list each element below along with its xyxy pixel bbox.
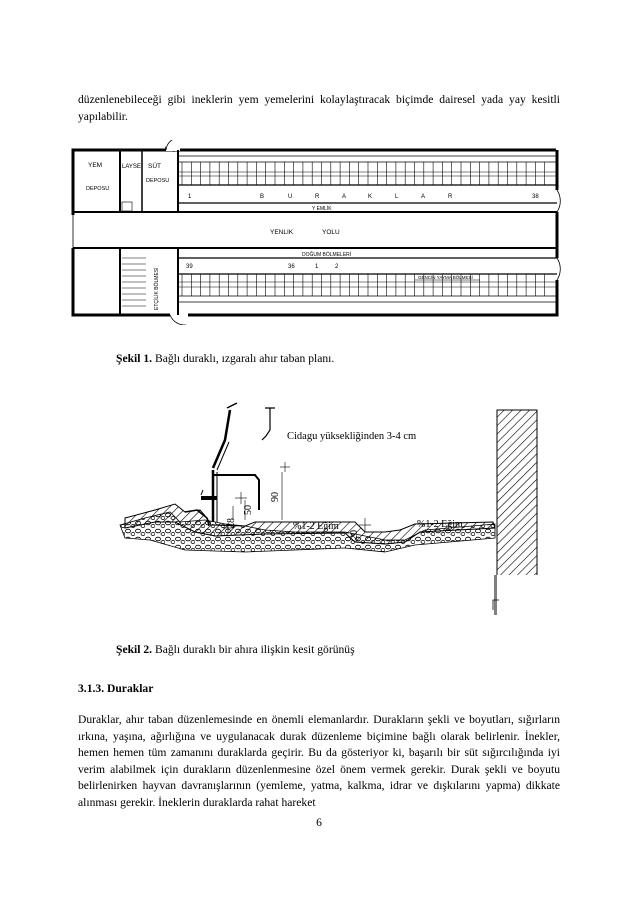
yemlik-yolu-label-a: YENLIK xyxy=(270,229,294,236)
dogum-bolmeleri-label: DOĞUM BÖLMELERİ xyxy=(302,252,352,258)
stall-top-u: U xyxy=(288,194,293,200)
stall-top-a: A xyxy=(342,194,347,200)
figure1-caption-label: Şekil 1. xyxy=(116,352,153,365)
intro-paragraph: düzenlenebileceği gibi ineklerin yem yemelerini kolaylaştıracak biçimde dairesel yada yay kesitli yapılabilir. xyxy=(78,93,560,123)
stall-top-b: B xyxy=(260,194,265,200)
room-lab-label: LAYSE xyxy=(122,164,141,170)
stall-bottom-36: 36 xyxy=(288,264,295,270)
figure2-caption-label: Şekil 2. xyxy=(116,643,153,656)
slope-left: %1-2 Eğim xyxy=(293,521,339,532)
stall-top-1: 1 xyxy=(188,194,192,200)
dim-90: 90 xyxy=(270,492,281,502)
figure1-floor-plan xyxy=(70,140,570,325)
figure2-caption xyxy=(116,643,355,656)
figure1-caption xyxy=(116,352,334,365)
room-sut-label: SÜT xyxy=(148,163,161,170)
page-number: 6 xyxy=(316,816,322,829)
stall-top-38: 38 xyxy=(532,194,539,200)
section-heading: 3.1.3. Duraklar xyxy=(78,682,154,695)
stall-bottom-39: 39 xyxy=(186,264,193,270)
slope-right: %1-2 Eğim xyxy=(417,519,463,530)
room-sut-deposu-label: DEPOSU xyxy=(146,178,170,184)
stall-bottom-2: 2 xyxy=(335,264,339,270)
annotation-top: Cidagu yüksekliğinden 3-4 cm xyxy=(287,431,417,442)
figure2-caption-text: Bağlı duraklı bir ahıra ilişkin kesit görünüş xyxy=(152,643,355,656)
yemlik-yolu-label-b: YOLU xyxy=(322,229,340,236)
figure2-section xyxy=(115,400,555,615)
stall-bottom-1: 1 xyxy=(315,264,319,270)
stall-top-k: K xyxy=(368,194,373,200)
stall-top-l: L xyxy=(395,194,399,200)
figure1-caption-text: Bağlı duraklı, ızgaralı ahır taban planı. xyxy=(152,352,335,365)
dim-20: 20 xyxy=(349,530,360,540)
gencin-label: GENCİN YAYMA BÖLMESİ xyxy=(418,275,473,280)
stall-top-a2: A xyxy=(421,194,426,200)
dim-28: 28 xyxy=(226,518,237,528)
body-paragraph: Duraklar, ahır taban düzenlemesinde en önemli elemanlardır. Durakların şekli ve boyutları, sığırların ırkına, yaşına, ağırlığına ve uygulanacak durak düzenleme biçimine bağlı olarak belirlenir. İnekler, hemen hemen tüm zamanını duraklarda geçirir. Bu da gösteriyor ki, başarılı bir süt sığırcılığında iyi verim alabilmek için durakların düzenlenmesine özel önem vermek gerekir. Durak şekli ve boyutu belirlenirken hayvan davranışlarının (yemleme, yatma, kalkma, idrar ve dışkılarını yapma) dikkate alınması gerekir. İneklerin duraklarda rahat hareket xyxy=(78,713,560,809)
room-yem-label: YEM xyxy=(88,162,103,169)
dim-50: 50 xyxy=(243,505,254,515)
yemlik-top-label: Y EMLİK xyxy=(312,206,332,212)
stairs-label: ETÇİLİK BÖLMESİ xyxy=(154,267,160,310)
room-yem-deposu-label: DEPOSU xyxy=(86,186,110,192)
stall-top-r: R xyxy=(315,194,320,200)
stall-top-r2: R xyxy=(448,194,453,200)
